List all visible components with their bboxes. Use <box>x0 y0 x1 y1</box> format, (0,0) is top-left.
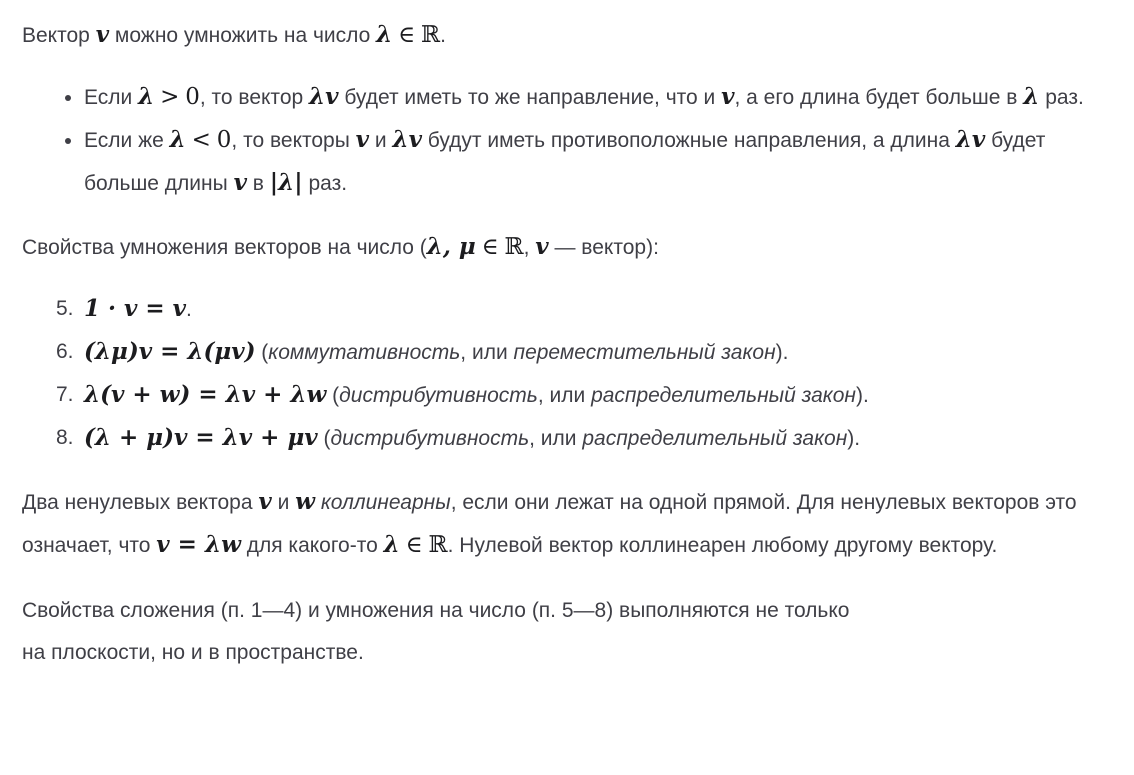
text: и <box>271 491 296 514</box>
math-formula: (λμ)v = λ(μv) <box>84 338 256 365</box>
text: , если они лежат на одной прямой. Для ненулевых векторов это означает, что <box>22 491 1077 557</box>
math-lambda: λ <box>1023 83 1040 110</box>
math-formula: v = λw <box>156 531 241 558</box>
list-number: 6. <box>56 340 74 363</box>
cases-list <box>22 76 1110 205</box>
math-v: v <box>355 126 370 153</box>
properties-list <box>22 288 1110 460</box>
math-in: ∈ <box>405 532 423 558</box>
collinear-paragraph <box>22 481 1110 567</box>
term: распределительный закон <box>582 427 848 450</box>
list-item <box>56 374 1110 417</box>
list-item <box>84 119 1110 205</box>
math-formula: (λ + μ)v = λv + μv <box>84 424 318 451</box>
math-lambda: λ <box>138 83 155 110</box>
term: переместительный закон <box>513 341 776 364</box>
math-v: v <box>535 233 549 260</box>
text: будет иметь то же направление, что и <box>338 86 722 109</box>
math-v: v <box>95 21 110 48</box>
text: раз. <box>1039 86 1084 109</box>
math-formula: λ(v + w) = λv + λw <box>84 381 327 408</box>
text: ( <box>255 341 269 364</box>
text: на плоскости, но и в пространстве. <box>22 641 364 664</box>
closing-paragraph <box>22 590 1110 674</box>
text: , или <box>460 341 514 364</box>
math-lambda-v: λv <box>392 126 422 153</box>
text: и <box>369 129 393 152</box>
math-reals: ℝ <box>421 22 441 48</box>
math-lambda-v: λv <box>955 126 986 153</box>
text: , <box>523 236 536 259</box>
math-lambda: λ <box>376 21 393 48</box>
text: Свойства умножения векторов на число ( <box>22 236 427 259</box>
intro-paragraph <box>22 14 1110 57</box>
math-lambda-v: λv <box>309 83 339 110</box>
text: будет больше длины <box>84 129 1046 195</box>
math-v: v <box>258 488 272 515</box>
list-number: 5. <box>56 297 74 320</box>
math-abs-lambda: |λ| <box>269 169 303 196</box>
math-lambda: λ <box>169 126 186 153</box>
text: ). <box>847 427 861 450</box>
text: Если <box>84 86 139 109</box>
text: . <box>440 24 446 47</box>
text: Два ненулевых вектора <box>22 491 259 514</box>
text: ( <box>317 427 331 450</box>
math-formula: 1 · v = v <box>84 295 187 322</box>
list-item <box>56 417 1110 460</box>
list-number: 8. <box>56 426 74 449</box>
text: ). <box>775 341 789 364</box>
text: можно умножить на число <box>109 24 377 47</box>
text: , то вектор <box>199 86 310 109</box>
text: Свойства сложения (п. 1—4) и умножения на число (п. 5—8) выполняются не только <box>22 599 850 622</box>
math-reals: ℝ <box>504 234 524 260</box>
text: — вектор): <box>548 236 659 259</box>
math-lt: < <box>191 127 211 153</box>
text: . <box>186 298 192 321</box>
term: дистрибутивность <box>339 384 538 407</box>
math-in: ∈ <box>398 22 416 48</box>
math-lambda-mu: λ, μ <box>426 233 476 260</box>
term: коммутативность <box>268 341 461 364</box>
term: коллинеарны <box>320 491 451 514</box>
text: , то векторы <box>231 129 356 152</box>
math-v: v <box>721 83 735 110</box>
math-in: ∈ <box>481 234 499 260</box>
text: Если же <box>84 129 170 152</box>
math-v: v <box>233 169 247 196</box>
text: , или <box>529 427 583 450</box>
math-zero: 0 <box>185 84 200 110</box>
text: ). <box>855 384 869 407</box>
text: , или <box>537 384 592 407</box>
math-reals: ℝ <box>428 532 448 558</box>
math-gt: > <box>160 84 180 110</box>
text: Вектор <box>22 24 96 47</box>
list-number: 7. <box>56 383 74 406</box>
text: для какого-то <box>240 534 384 557</box>
text: в <box>246 172 270 195</box>
text: , а его длина будет больше в <box>734 86 1024 109</box>
properties-intro <box>22 226 1110 269</box>
term: дистрибутивность <box>330 427 530 450</box>
text: раз. <box>302 172 348 195</box>
text: будут иметь противоположные направления, а длина <box>421 129 956 152</box>
term: распределительный закон <box>591 384 856 407</box>
math-lambda: λ <box>383 531 400 558</box>
text: . Нулевой вектор коллинеарен любому другому вектору. <box>447 534 998 557</box>
math-w: w <box>295 488 315 515</box>
list-item <box>56 331 1110 374</box>
list-item <box>56 288 1110 331</box>
list-item <box>84 76 1110 119</box>
math-zero: 0 <box>216 127 232 153</box>
text: ( <box>326 384 340 407</box>
